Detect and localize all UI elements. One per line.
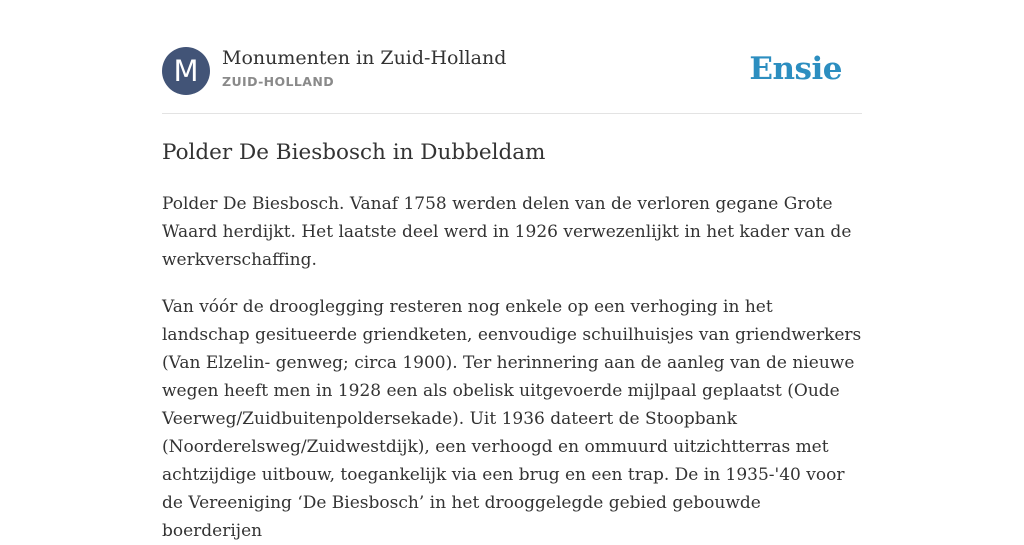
book-subtitle: ZUID-HOLLAND (222, 74, 334, 89)
avatar[interactable]: M (162, 47, 210, 95)
page-title: Polder De Biesbosch in Dubbeldam (162, 140, 546, 165)
content-column (162, 0, 862, 545)
article-paragraph: Polder De Biesbosch. Vanaf 1758 werden delen van de verloren gegane Grote Waard herdijkt. Het laatste deel werd in 1926 verwezenlijkt in het kader van de werkverschaffing. (162, 194, 852, 270)
ensie-logo[interactable]: Ensie (749, 51, 842, 87)
book-title-link[interactable]: Monumenten in Zuid-Holland (222, 47, 507, 69)
article-paragraph: Van vóór de drooglegging resteren nog enkele op een verhoging in het landschap gesitueerde griendketen, eenvoudige schuilhuisjes van griendwerkers (Van Elzelin- genweg; circa 1900). Ter herinnering aan de aanleg van de nieuwe wegen heeft men in 1928 een als obelisk uitgevoerde mijlpaal geplaatst (Oude Veerweg/Zuidbuitenpoldersekade). Uit 1936 dateert de Stoopbank (Noorderelsweg/Zuidwestdijk), een verhoogd en ommuurd uitzichtterras met achtzijdige uitbouw, toegankelijk via een brug en een trap. De in 1935-'40 voor de Vereeniging ‘De Biesbosch’ in het drooggelegde gebied gebouwde boerderijen (162, 297, 862, 541)
header (162, 0, 862, 114)
